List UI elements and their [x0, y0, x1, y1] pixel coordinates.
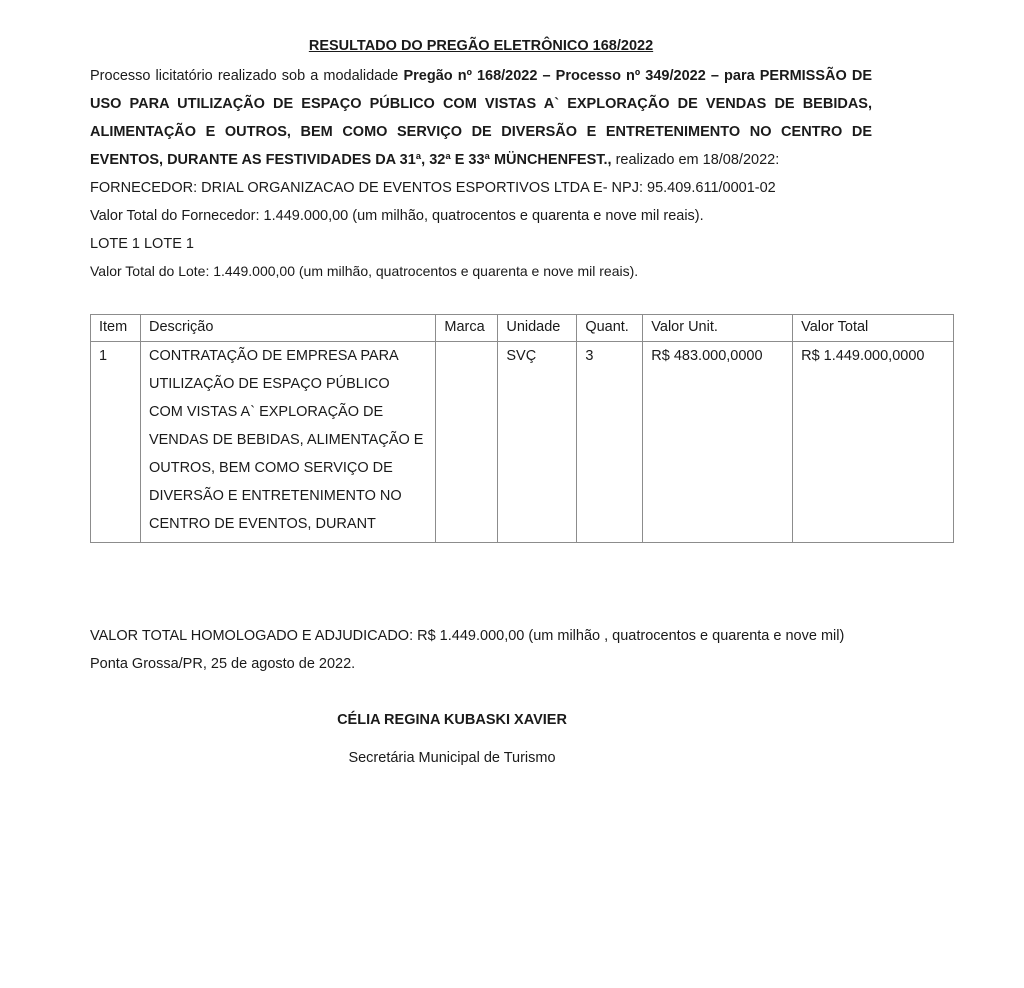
valor-homologado-line: VALOR TOTAL HOMOLOGADO E ADJUDICADO: R$ 1.449.000,00 (um milhão , quatrocentos e quarenta e nove mil) [90, 628, 845, 644]
document-title: RESULTADO DO PREGÃO ELETRÔNICO 168/2022 [308, 38, 654, 54]
cell-valor-unit: R$ 483.000,0000 [643, 342, 793, 543]
items-table [90, 314, 954, 543]
header-item: Item [91, 315, 141, 342]
header-valor-total: Valor Total [793, 315, 954, 342]
local-data-line: Ponta Grossa/PR, 25 de agosto de 2022. [90, 656, 356, 672]
header-quant: Quant. [577, 315, 643, 342]
lote-line: LOTE 1 LOTE 1 [90, 236, 194, 252]
fornecedor-line: FORNECEDOR: DRIAL ORGANIZACAO DE EVENTOS ESPORTIVOS LTDA E- NPJ: 95.409.611/0001-02 [90, 180, 776, 196]
document-footer [90, 622, 890, 678]
cell-marca [436, 342, 498, 543]
header-valor-unit: Valor Unit. [643, 315, 793, 342]
intro-prefix: Processo licitatório realizado sob a modalidade [90, 68, 404, 84]
table-header-row [91, 315, 954, 342]
signatory-role: Secretária Municipal de Turismo [348, 750, 556, 766]
intro-bold-text: Pregão nº 168/2022 – Processo nº 349/2022 – para PERMISSÃO DE USO PARA UTILIZAÇÃO DE ESPAÇO PÚBLICO COM VISTAS A` EXPLORAÇÃO DE VENDAS DE BEBIDAS, ALIMENTAÇÃO E OUTROS, BEM COMO SERVIÇO DE DIVERSÃO E ENTRETENIMENTO NO CENTRO DE EVENTOS, DURANTE AS FESTIVIDADES DA 31ª, 32ª E 33ª MÜNCHENFEST., [90, 68, 872, 168]
header-marca: Marca [436, 315, 498, 342]
signatory-name: CÉLIA REGINA KUBASKI XAVIER [337, 712, 567, 728]
intro-paragraph [90, 62, 872, 174]
intro-suffix: realizado em 18/08/2022: [611, 152, 780, 168]
cell-descricao: CONTRATAÇÃO DE EMPRESA PARA UTILIZAÇÃO DE ESPAÇO PÚBLICO COM VISTAS A` EXPLORAÇÃO DE VENDAS DE BEBIDAS, ALIMENTAÇÃO E OUTROS, BEM COMO SERVIÇO DE DIVERSÃO E ENTRETENIMENTO NO CENTRO DE EVENTOS, DURANT [140, 342, 435, 543]
signature-block [0, 708, 1024, 770]
cell-item: 1 [91, 342, 141, 543]
cell-valor-total: R$ 1.449.000,0000 [793, 342, 954, 543]
cell-quant: 3 [577, 342, 643, 543]
table-row [91, 342, 954, 543]
valor-lote-line: Valor Total do Lote: 1.449.000,00 (um milhão, quatrocentos e quarenta e nove mil reais). [90, 263, 639, 279]
header-descricao: Descrição [140, 315, 435, 342]
cell-unidade: SVÇ [498, 342, 577, 543]
valor-fornecedor-line: Valor Total do Fornecedor: 1.449.000,00 (um milhão, quatrocentos e quarenta e nove mil reais). [90, 208, 704, 224]
header-unidade: Unidade [498, 315, 577, 342]
document-body [90, 36, 872, 285]
